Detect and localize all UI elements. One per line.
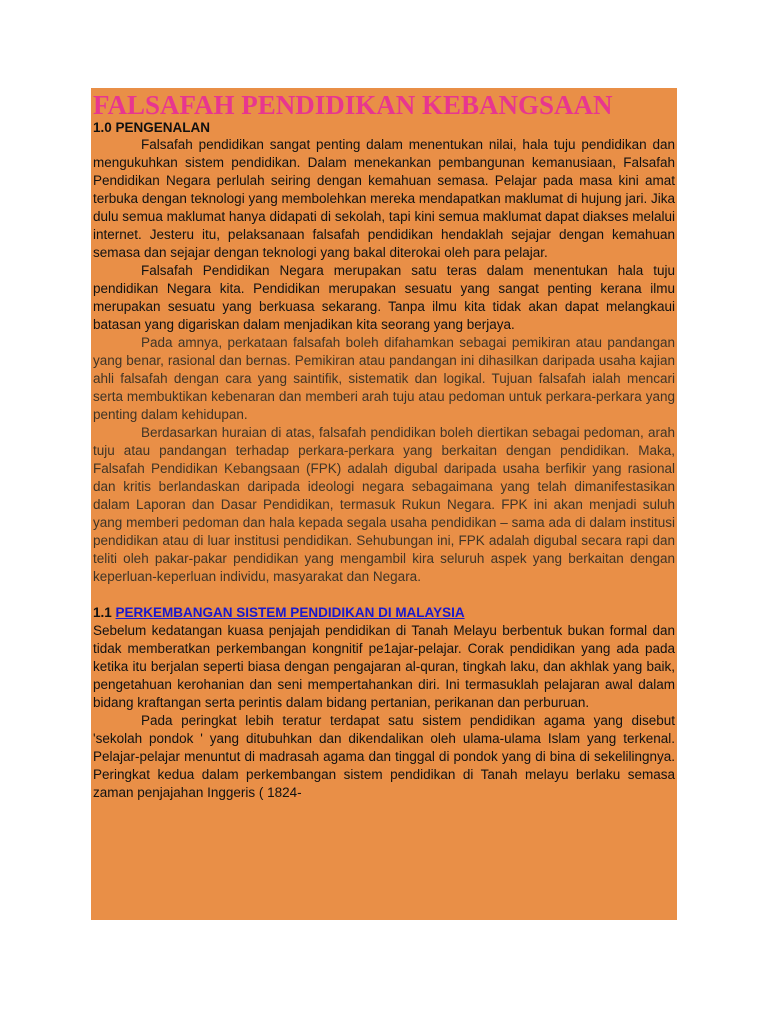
section-2-number: 1.1 bbox=[93, 605, 112, 620]
paragraph-1: Falsafah pendidikan sangat penting dalam menentukan nilai, hala tuju pendidikan dan mengukuhkan sistem pendidikan. Dalam menekankan pembangunan kemanusiaan, Falsafah Pendidikan Negara perlulah seiring dengan kemahuan semasa. Pelajar pada masa kini amat terbuka dengan teknologi yang membolehkan mereka mendapatkan maklumat di hujung jari. Jika dulu semua maklumat hanya didapati di sekolah, tapi kini semua maklumat dapat diakses melalui internet. Jesteru itu, pelaksanaan falsafah pendidikan hendaklah sejajar dengan kemahuan semasa dan sejajar dengan teknologi yang bakal diterokai oleh para pelajar. bbox=[93, 137, 675, 260]
section-2-heading bbox=[93, 604, 675, 622]
paragraph-3: Pada amnya, perkataan falsafah boleh difahamkan sebagai pemikiran atau pandangan yang benar, rasional dan bernas. Pemikiran atau pandangan ini dihasilkan daripada usaha kajian ahli falsafah dengan cara yang saintifik, sistematik dan logikal. Tujuan falsafah ialah mencari serta membuktikan kebenaran dan memberi arah tuju atau pedoman untuk perkara-perkara yang penting dalam kehidupan. bbox=[93, 335, 675, 422]
document-body bbox=[91, 88, 677, 920]
spacer bbox=[93, 586, 675, 604]
paragraph-4: Berdasarkan huraian di atas, falsafah pendidikan boleh diertikan sebagai pedoman, arah tuju atau pandangan terhadap perkara-perkara yang berkaitan dengan pendidikan. Maka, Falsafah Pendidikan Kebangsaan (FPK) adalah digubal daripada usaha berfikir yang rasional dan kritis berlandaskan daripada ideologi negara sebagaimana yang telah dimanifestasikan dalam Laporan dan Dasar Pendidikan, termasuk Rukun Negara. FPK ini akan menjadi suluh yang memberi pedoman dan hala kepada segala usaha pendidikan – sama ada di dalam institusi pendidikan atau di luar institusi pendidikan. Sehubungan ini, FPK adalah digubal secara rapi dan teliti oleh pakar-pakar pendidikan yang mengambil kira seluruh aspek yang berkaitan dengan keperluan-keperluan individu, masyarakat dan Negara. bbox=[93, 425, 675, 584]
section-1-title: PENGENALAN bbox=[115, 120, 211, 135]
paragraph-2: Falsafah Pendidikan Negara merupakan satu teras dalam menentukan hala tuju pendidikan Negara kita. Pendidikan merupakan sesuatu yang sangat penting kerana ilmu merupakan sesuatu yang berkuasa sekarang. Tanpa ilmu kita tidak akan dapat melangkaui batasan yang digariskan dalam menjadikan kita seorang yang berjaya. bbox=[93, 263, 675, 332]
paragraph-6: Pada peringkat lebih teratur terdapat satu sistem pendidikan agama yang disebut 'sekolah pondok ' yang ditubuhkan dan dikendalikan oleh ulama-ulama Islam yang terkenal. Pelajar-pelajar menuntut di madrasah agama dan tinggal di pondok yang di bina di sekelilingnya. Peringkat kedua dalam perkembangan sistem pendidikan di Tanah melayu berlaku semasa zaman penjajahan Inggeris ( 1824- bbox=[93, 713, 675, 800]
document-title: FALSAFAH PENDIDIKAN KEBANGSAAN bbox=[93, 90, 613, 120]
paragraph-5: Sebelum kedatangan kuasa penjajah pendidikan di Tanah Melayu berbentuk bukan formal dan tidak memberatkan perkembangan kongnitif pe1ajar-pelajar. Corak pendidikan yang ada pada ketika itu berjalan seperti biasa dengan pengajaran al-quran, tingkah laku, dan akhlak yang baik, pengetahuan kerohanian dan seni mempertahankan diri. Ini termasuklah pelajaran awal dalam bidang kraftangan serta perintis dalam bidang pertanian, perikanan dan perburuan. bbox=[93, 623, 675, 710]
section-1-heading bbox=[93, 120, 675, 136]
section-1-number: 1.0 bbox=[93, 120, 112, 135]
section-2-title-link[interactable]: PERKEMBANGAN SISTEM PENDIDIKAN DI MALAYSIA bbox=[115, 605, 465, 620]
